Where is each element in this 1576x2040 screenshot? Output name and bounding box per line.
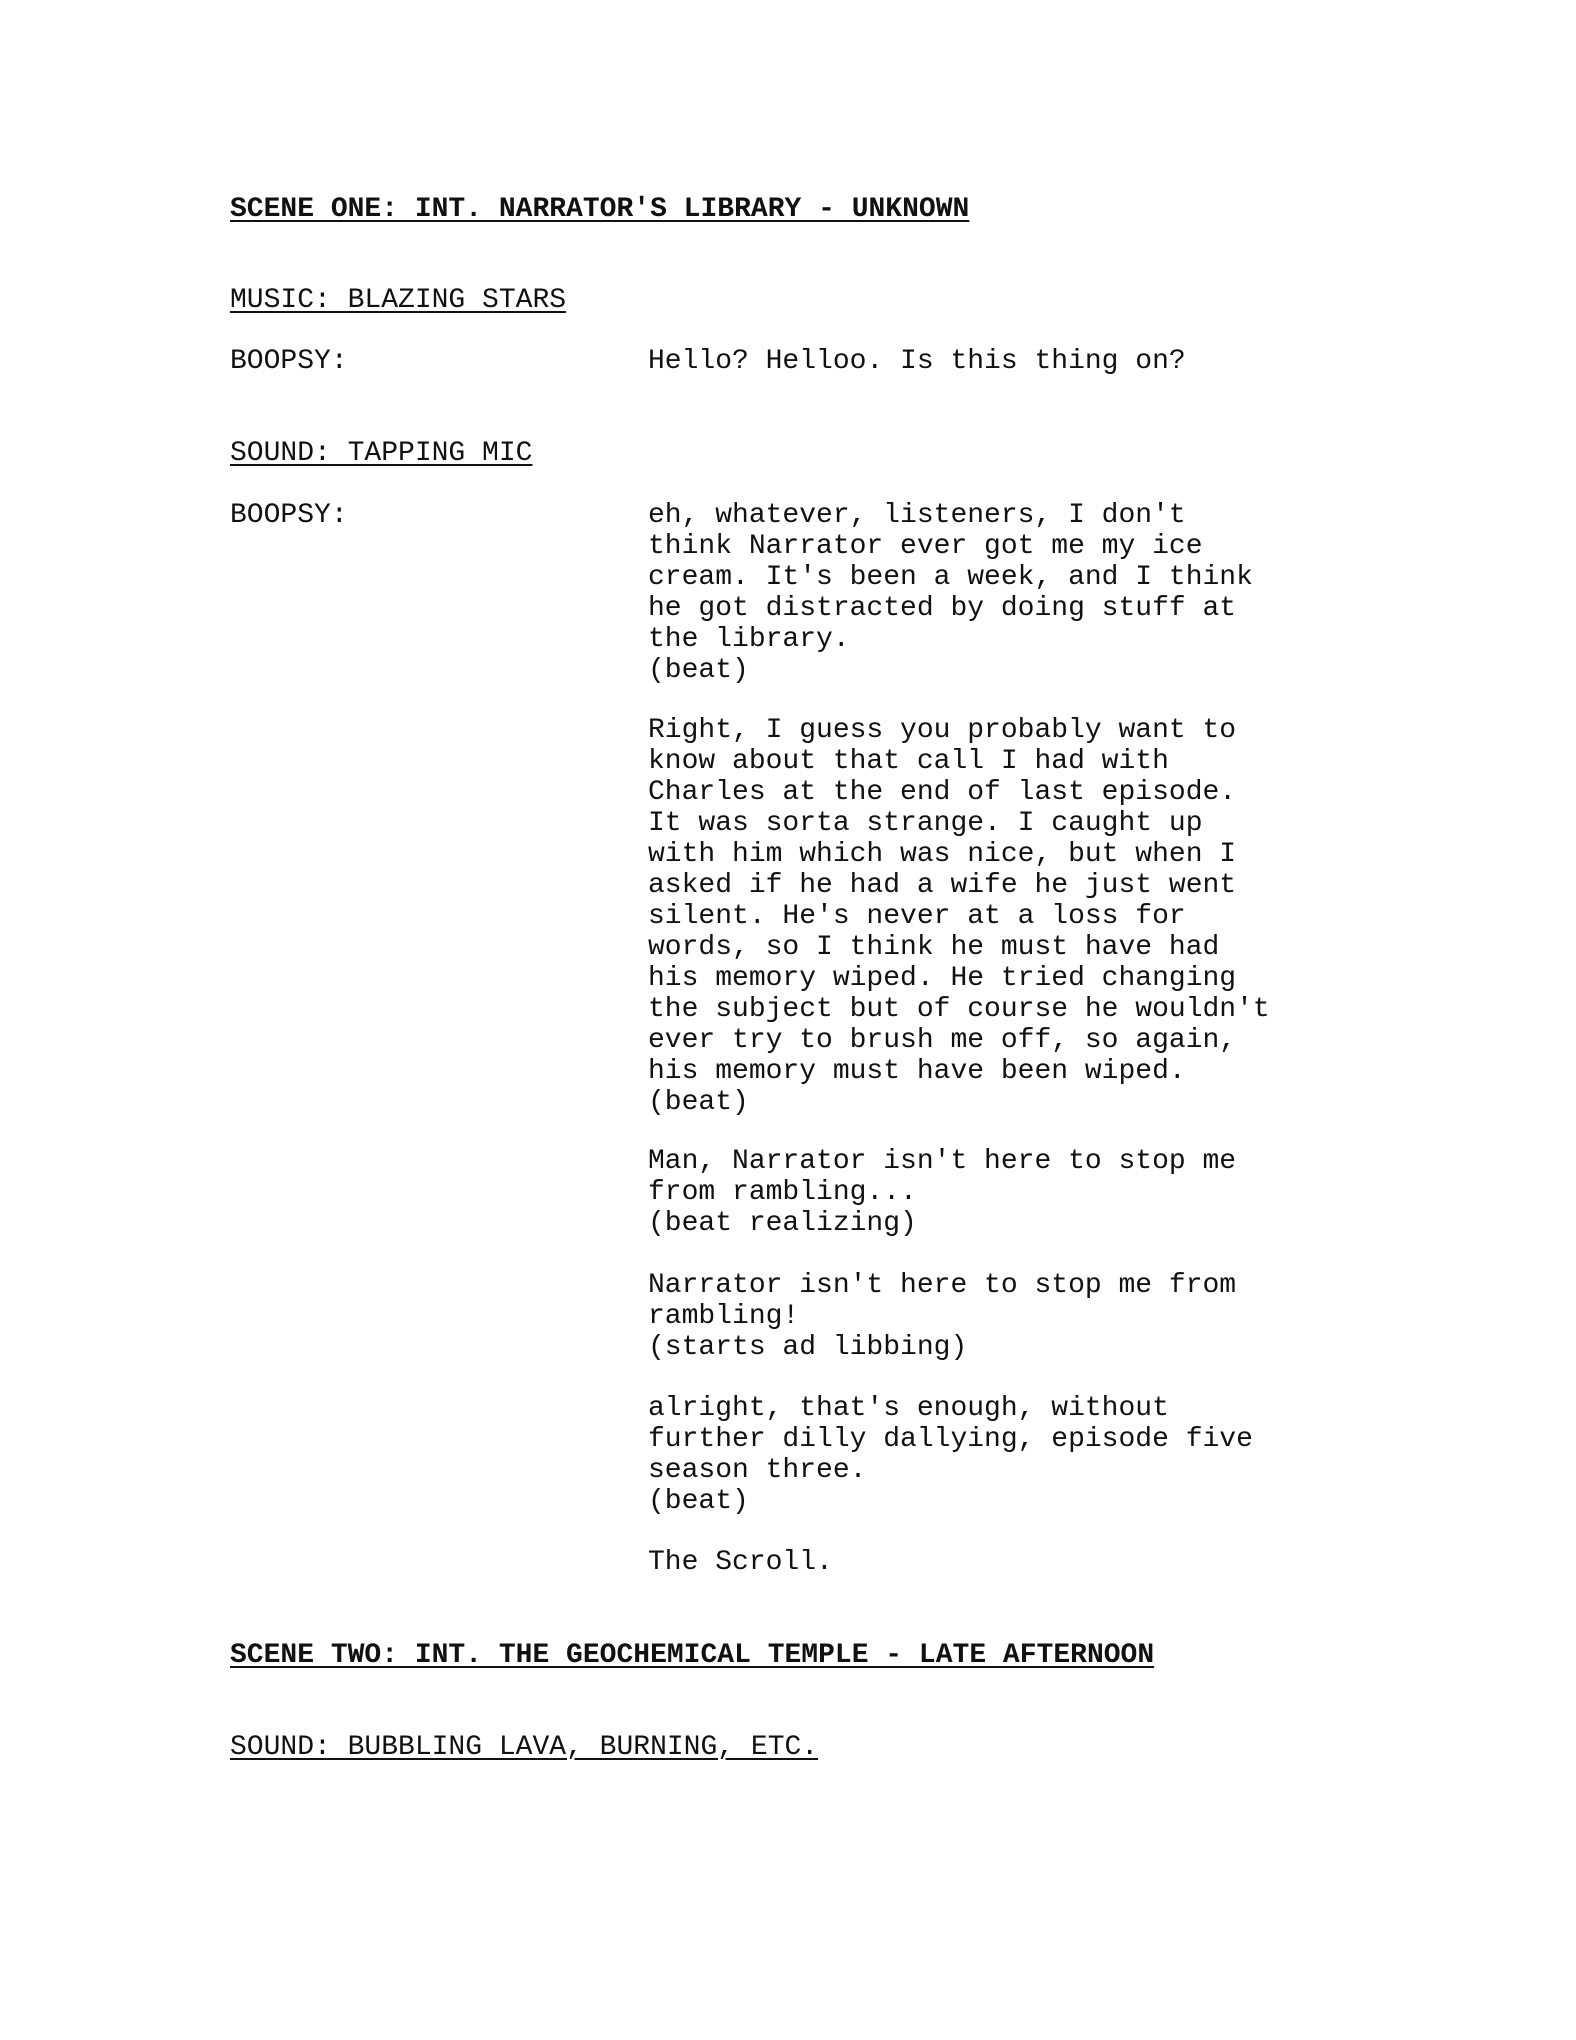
sound-cue: SOUND: TAPPING MIC [230, 438, 533, 469]
scene-one-heading: SCENE ONE: INT. NARRATOR'S LIBRARY - UNKNOWN [230, 194, 970, 225]
dialogue-paragraph: Man, Narrator isn't here to stop me from rambling... (beat realizing) [648, 1146, 1237, 1239]
music-cue: MUSIC: BLAZING STARS [230, 285, 567, 316]
character-name: BOOPSY: [230, 500, 348, 531]
dialogue-paragraph: alright, that's enough, without further dilly dallying, episode five season three. (beat) [648, 1393, 1253, 1517]
dialogue-paragraph: eh, whatever, listeners, I don't think Narrator ever got me my ice cream. It's been a week, and I think he got distracted by doing stuff at the library. (beat) [648, 500, 1253, 686]
dialogue-paragraph: The Scroll. [648, 1547, 833, 1578]
dialogue-paragraph: Narrator isn't here to stop me from rambling! (starts ad libbing) [648, 1270, 1237, 1363]
dialogue-line: Hello? Helloo. Is this thing on? [648, 346, 1186, 377]
sound-cue: SOUND: BUBBLING LAVA, BURNING, ETC. [230, 1732, 819, 1763]
scene-two-heading: SCENE TWO: INT. THE GEOCHEMICAL TEMPLE - LATE AFTERNOON [230, 1640, 1155, 1671]
character-name: BOOPSY: [230, 346, 348, 377]
dialogue-paragraph: Right, I guess you probably want to know about that call I had with Charles at the end of last episode. It was sorta strange. I caught up with him which was nice, but when I asked if he had a wife he just went silent. He's never at a loss for words, so I think he must have had his memory wiped. He tried changing the subject but of course he wouldn't ever try to brush me off, so again, his memory must have been wiped. (beat) [648, 715, 1270, 1118]
